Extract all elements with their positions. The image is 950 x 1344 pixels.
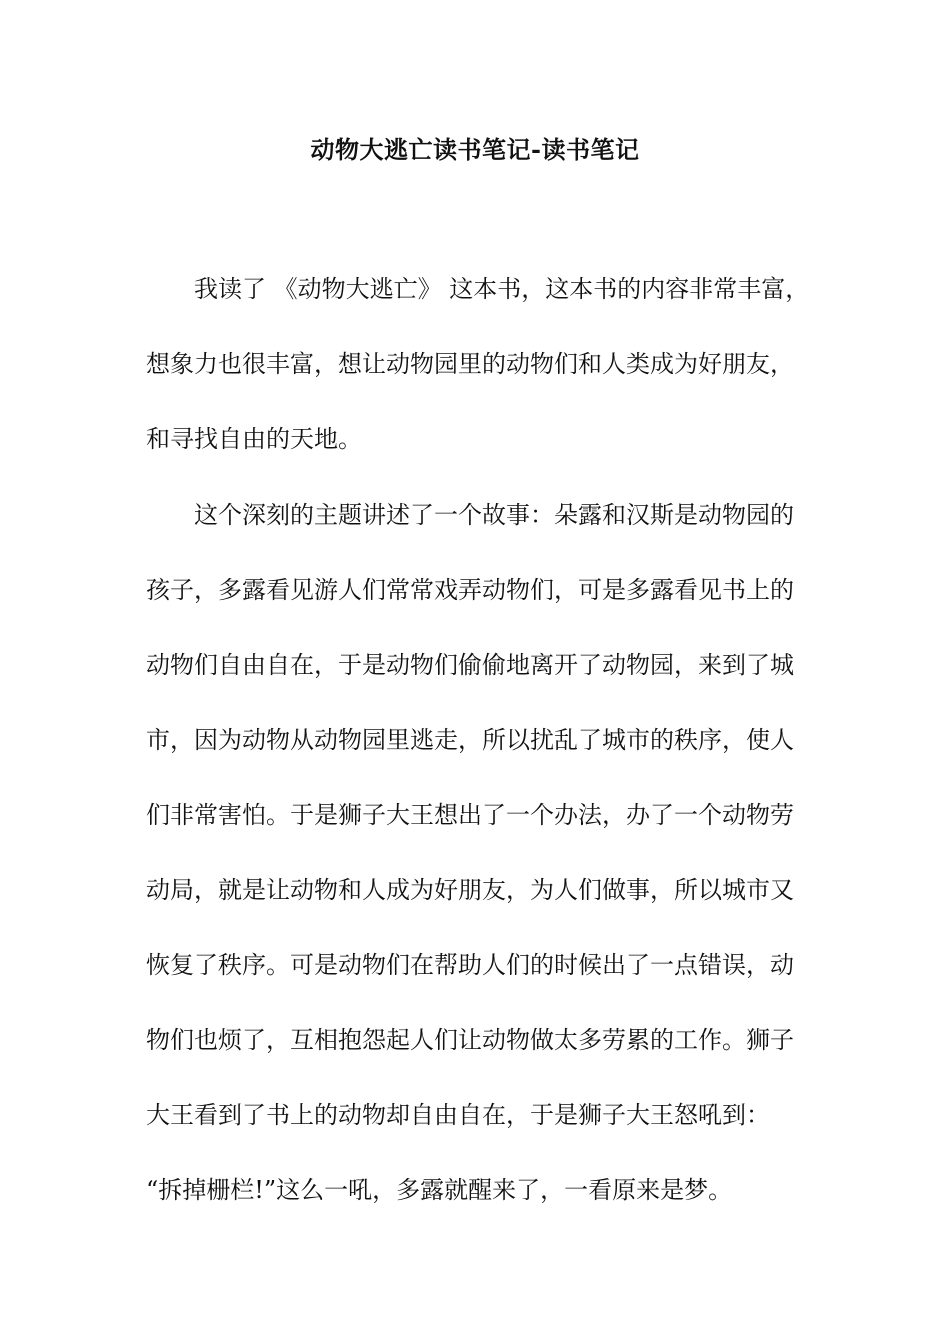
paragraph-line: 想象力也很丰富，想让动物园里的动物们和人类成为好朋友，: [146, 350, 794, 378]
paragraph-2: [146, 478, 811, 1228]
paragraph-line: 市，因为动物从动物园里逃走，所以扰乱了城市的秩序，使人: [146, 726, 794, 754]
paragraph-line: 们非常害怕。于是狮子大王想出了一个办法，办了一个动物劳: [146, 801, 794, 829]
paragraph-1: [146, 252, 811, 477]
paragraph-line: 和寻找自由的天地。: [146, 425, 362, 453]
paragraph-line: 孩子，多露看见游人们常常戏弄动物们，可是多露看见书上的: [146, 576, 794, 604]
paragraph-line: 动局，就是让动物和人成为好朋友，为人们做事，所以城市又: [146, 876, 794, 904]
paragraph-line: 这个深刻的主题讲述了一个故事：朵露和汉斯是动物园的: [194, 501, 794, 529]
paragraph-line: 我读了 《动物大逃亡》 这本书，这本书的内容非常丰富，: [194, 275, 810, 303]
paragraph-line: 恢复了秩序。可是动物们在帮助人们的时候出了一点错误，动: [146, 951, 794, 979]
paragraph-line: 物们也烦了，互相抱怨起人们让动物做太多劳累的工作。狮子: [146, 1026, 794, 1054]
document-title: 动物大逃亡读书笔记-读书笔记: [310, 135, 640, 164]
paragraph-line: 大王看到了书上的动物却自由自在，于是狮子大王怒吼到：: [146, 1101, 770, 1129]
paragraph-line: 动物们自由自在，于是动物们偷偷地离开了动物园，来到了城: [146, 651, 794, 679]
paragraph-line: “拆掉栅栏!”这么一吼，多露就醒来了，一看原来是梦。: [146, 1176, 733, 1204]
